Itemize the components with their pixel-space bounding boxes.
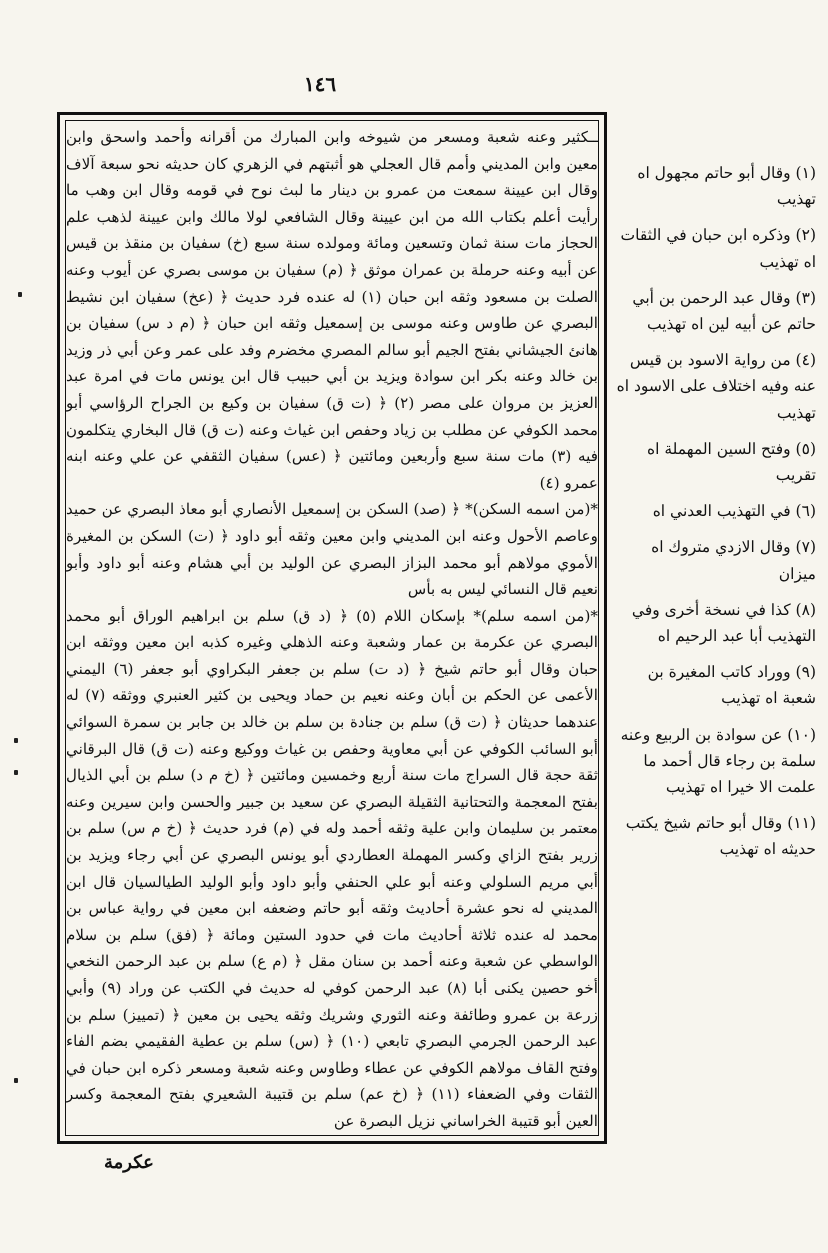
main-paragraph: ــكثير وعنه شعبة ومسعر من شيوخه وابن المبارك من أقرانه وأحمد واسحق وابن معين وابن المديني وأمم قال العجلي هو أثبتهم في الزهري كان حديثه نحو سبعة آلاف وقال ابن عيينة سمعت من عمرو بن دينار ما لبث نوح في قومه وقال ابن وهب ما رأيت أعلم بكتاب الله من ابن عيينة وقال الشافعي لولا مالك وابن عيينة لذهب علم الحجاز مات سنة ثمان وتسعين ومائة ومولده سنة سبع (خ) سفيان بن منقذ بن قيس عن أبيه وعنه حرملة بن عمران موثق ﴿ (م) سفيان بن موسى بصري عن أيوب وعنه الصلت بن مسعود وثقه ابن حبان (١) له عنده فرد حديث ﴿ (عخ) سفيان ابن نشيط البصري عن طاوس وعنه موسى بن إسمعيل وثقه ابن حبان ﴿ (م د س) سفيان بن هانئ الجيشاني بفتح الجيم أبو سالم المصري مخضرم وفد على عمر وعن أبي ذر وزيد بن خالد وعنه بكر ابن سوادة ويزيد بن أبي حبيب قال ابن يونس مات في امرة عبد العزيز بن مروان على مصر (٢) ﴿ (ت ق) سفيان بن وكيع بن الجراح الرؤاسي أبو محمد الكوفي عن مطلب بن زياد وحفص ابن غياث وعنه (ت ق) قال البخاري يتكلمون فيه (٣) مات سنة سبع وأربعين ومائتين ﴿ (عس) سفيان الثقفي عن علي وعنه ابنه عمرو (٤) [66,128,599,492]
margin-note: (١٠) عن سوادة بن الربيع وعنه سلمة بن رجاء قال أحمد ما علمت الا خيرا اه تهذيب [620,725,816,797]
margin-note: (٤) من رواية الاسود بن قيس عنه وفيه اختلاف على الاسود اه تهذيب [616,351,816,422]
margin-note: (٦) في التهذيب العدني اه [652,502,816,521]
scan-speck [18,292,22,297]
main-text-block [66,124,598,1135]
margin-note: (٥) وفتح السين المهملة اه تقريب [646,439,816,485]
margin-note: (١) وقال أبو حاتم مجهول اه تهذيب [637,164,816,209]
margin-notes [616,160,816,873]
margin-note: (٨) كذا في نسخة أخرى وفي التهذيب أبا عبد الرحيم اه [631,600,816,646]
main-paragraph: *(من اسمه السكن)* ﴿ (صد) السكن بن إسمعيل الأنصاري أبو معاذ البصري عن حميد وعاصم الأحول وعنه ابن المديني وابن معين وثقه أبو داود ﴿ (ت) السكن بن المغيرة الأموي مولاهم أبو محمد البزاز البصري عن الوليد بن أبي هشام وعنه أبو داود وأبو نعيم قال النسائي ليس به بأس [66,500,598,599]
margin-note: (٣) وقال عبد الرحمن بن أبي حاتم عن أبيه لين اه تهذيب [632,288,816,334]
margin-note: (٩) ووراد كاتب المغيرة بن شعبة اه تهذيب [647,663,816,708]
main-paragraph: *(من اسمه سلم)* بإسكان اللام (٥) ﴿ (د ق) سلم بن ابراهيم الوراق أبو محمد البصري عن عكرمة بن عمار وشعبة وعنه الذهلي وغيره كذبه ابن معين ووثقه ابن حبان وقال أبو حاتم شيخ ﴿ (د ت) سلم بن جعفر البكراوي أبو جعفر (٦) اليمني الأعمى عن الحكم بن أبان وعنه نعيم بن حماد ويحيى بن كثير العنبري ووثقه (٧) له عندهما حديثان ﴿ (ت ق) سلم بن جنادة بن سلم بن خالد بن جابر بن سمرة السوائي أبو السائب الكوفي عن أبي معاوية وحفص بن غياث ووكيع وعنه (ت ق) قال البرقاني ثقة حجة قال السراج مات سنة أربع وخمسين ومائتين ﴿ (خ م د) سلم بن أبي الذيال بفتح المعجمة والتحتانية الثقيلة البصري عن سعيد بن جبير والحسن وابن سيرين وعنه معتمر بن سليمان وابن علية وثقه أحمد وله في (م) فرد حديث ﴿ (خ م س) سلم بن زرير بفتح الزاي وكسر المهملة العطاردي أبو يونس البصري عن أبي رجاء ويزيد بن أبي مريم السلولي وعنه أبو علي الحنفي وأبو داود وأبو الوليد الطيالسيان قال ابن المديني له نحو عشرة أحاديث وثقه أبو حاتم وضعفه ابن معين في رواية عباس بن محمد له عنده ثلاثة أحاديث مات في حدود الستين ومائة ﴿ (فق) سلم بن سلام الواسطي عن شعبة وعنه أحمد بن سنان مقل ﴿ (م ع) سلم بن عبد الرحمن النخعي أخو حصين يكنى أبا (٨) عبد الرحمن كوفي له حديث في الكتب عن وراد (٩) وأبي زرعة بن عمرو وطائفة وعنه الثوري وشريك وثقه يحيى بن معين ﴿ (تمييز) سلم بن عبد الرحمن الجرمي البصري تابعي (١٠) ﴿ (س) سلم بن عطية الفقيمي بضم الفاء وفتح القاف مولاهم الكوفي عن عطاء وطاوس وعنه شعبة ومسعر ذكره ابن حبان في الثقات وفي الضعفاء (١١) ﴿ (خ عم) سلم بن قتيبة الشعيري بفتح المعجمة وكسر العين أبو قتيبة الخراساني نزيل البصرة عن [66,606,598,1130]
scan-speck [14,770,18,775]
scan-speck [14,1078,18,1083]
margin-note: (٧) وقال الازدي متروك اه ميزان [651,538,816,583]
margin-note: (١١) وقال أبو حاتم شيخ يكتب حديثه اه تهذيب [625,814,816,859]
page-number: ١٤٦ [303,72,337,96]
catchword: عكرمة [104,1152,154,1173]
margin-note: (٢) وذكره ابن حبان في الثقات اه تهذيب [620,226,816,271]
scan-speck [14,738,18,743]
